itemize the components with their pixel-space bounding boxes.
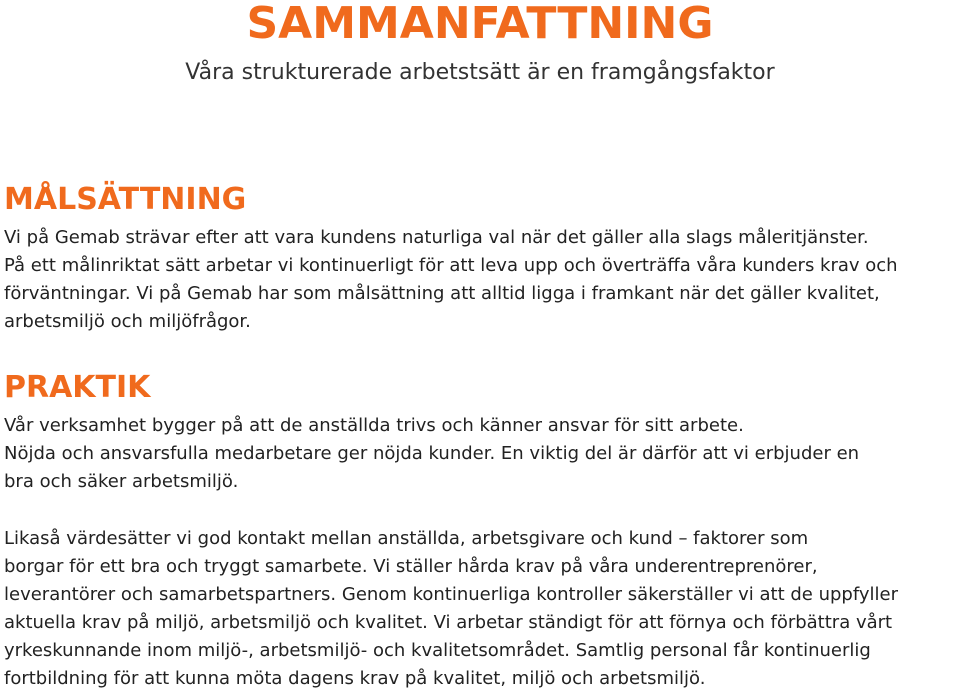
body-line: Vi på Gemab strävar efter att vara kundens naturliga val när det gäller alla slags måleritjänster. [4,227,869,248]
page-subtitle: Våra strukturerade arbetstsätt är en framgångsfaktor [185,60,775,85]
section-body-malsattning [4,224,954,336]
body-line: Nöjda och ansvarsfulla medarbetare ger nöjda kunder. En viktig del är därför att vi erbjuder en [4,443,860,464]
body-line: aktuella krav på miljö, arbetsmiljö och kvalitet. Vi arbetar ständigt för att förnya och förbättra vårt [4,612,893,633]
body-line: leverantörer och samarbetspartners. Genom kontinuerliga kontroller säkerställer vi att de uppfyller [4,584,898,605]
section-heading-praktik: PRAKTIK [4,370,151,405]
section-paragraph-samarbete [4,525,954,693]
section-body-praktik [4,412,954,496]
body-line: bra och säker arbetsmiljö. [4,471,239,492]
body-line: fortbildning för att kunna möta dagens krav på kvalitet, miljö och arbetsmiljö. [4,668,706,689]
section-malsattning [4,182,954,336]
body-line: Likaså värdesätter vi god kontakt mellan anställda, arbetsgivare och kund – faktorer som [4,528,809,549]
body-line: arbetsmiljö och miljöfrågor. [4,311,251,332]
body-line: borgar för ett bra och tryggt samarbete. Vi ställer hårda krav på våra underentreprenörer, [4,556,818,577]
section-praktik [4,370,954,496]
body-line: Vår verksamhet bygger på att de anställda trivs och känner ansvar för sitt arbete. [4,415,744,436]
section-heading-malsattning: MÅLSÄTTNING [4,182,247,217]
body-line: förväntningar. Vi på Gemab har som målsättning att alltid ligga i framkant när det gäller kvalitet, [4,283,880,304]
page-title: SAMMANFATTNING [246,0,714,49]
body-line: yrkeskunnande inom miljö-, arbetsmiljö- och kvalitetsområdet. Samtlig personal får kontinuerlig [4,640,871,661]
body-line: På ett målinriktat sätt arbetar vi kontinuerligt för att leva upp och överträffa våra kunders krav och [4,255,898,276]
section-body-samarbete [4,525,954,693]
